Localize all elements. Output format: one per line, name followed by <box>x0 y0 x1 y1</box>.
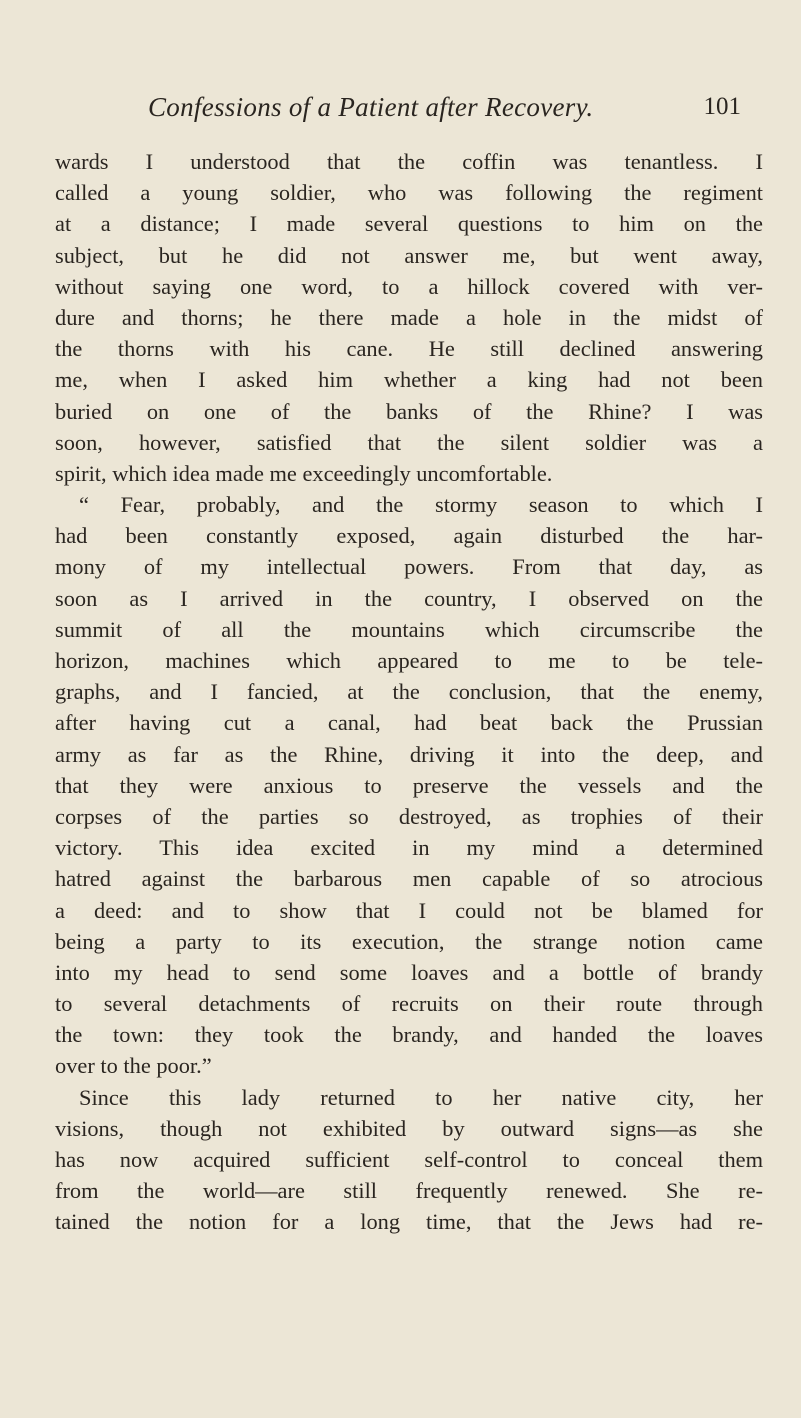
text-line: summit of all the mountains which circumscribe the <box>55 616 763 642</box>
text-line: mony of my intellectual powers. From that day, as <box>55 554 763 580</box>
text-line: into my head to send some loaves and a bottle of brandy <box>55 959 763 985</box>
text-line: visions, though not exhibited by outward signs—as she <box>55 1115 763 1141</box>
text-line: from the world—are still frequently renewed. She re- <box>55 1178 763 1204</box>
text-line: soon as I arrived in the country, I observed on the <box>55 585 763 611</box>
text-line: has now acquired sufficient self-control to conceal them <box>55 1147 763 1172</box>
text-line: dure and thorns; he there made a hole in the midst of <box>55 304 763 330</box>
text-line: soon, however, satisfied that the silent soldier was a <box>55 429 763 455</box>
text-line: after having cut a canal, had beat back the Prussian <box>55 710 763 736</box>
text-line: “ Fear, probably, and the stormy season to which I <box>79 492 763 518</box>
text-line: over to the poor.” <box>55 1053 212 1079</box>
text-line: me, when I asked him whether a king had not been <box>55 367 763 393</box>
text-line: corpses of the parties so destroyed, as trophies of their <box>55 803 763 829</box>
text-line: victory. This idea excited in my mind a determined <box>55 835 763 861</box>
text-line: spirit, which idea made me exceedingly uncomfortable. <box>55 460 553 486</box>
text-line: a deed: and to show that I could not be blamed for <box>55 897 763 923</box>
text-line: graphs, and I fancied, at the conclusion, that the enemy, <box>55 679 763 705</box>
text-line: that they were anxious to preserve the vessels and the <box>55 772 763 798</box>
text-line: without saying one word, to a hillock covered with ver- <box>55 273 763 299</box>
text-line: had been constantly exposed, again disturbed the har- <box>55 523 763 549</box>
text-line: the thorns with his cane. He still declined answering <box>55 336 763 362</box>
text-line: to several detachments of recruits on their route through <box>55 991 763 1017</box>
text-line: horizon, machines which appeared to me to be tele- <box>55 648 763 673</box>
text-line: at a distance; I made several questions to him on the <box>55 211 763 237</box>
text-line: buried on one of the banks of the Rhine? I was <box>55 398 763 424</box>
text-line: wards I understood that the coffin was tenantless. I <box>55 149 763 174</box>
page-number: 101 <box>703 93 741 120</box>
running-head <box>148 92 741 124</box>
text-line: Since this lady returned to her native city, her <box>79 1084 763 1110</box>
text-line: called a young soldier, who was following the regiment <box>55 180 763 206</box>
running-title: Confessions of a Patient after Recovery. <box>148 92 594 122</box>
text-line: being a party to its execution, the strange notion came <box>55 928 763 954</box>
text-line: hatred against the barbarous men capable of so atrocious <box>55 866 763 892</box>
text-line: subject, but he did not answer me, but went away, <box>55 242 763 268</box>
text-line: the town: they took the brandy, and handed the loaves <box>55 1022 763 1048</box>
text-line: tained the notion for a long time, that the Jews had re- <box>55 1209 763 1235</box>
text-line: army as far as the Rhine, driving it into the deep, and <box>55 741 763 767</box>
body-text <box>55 146 763 1238</box>
